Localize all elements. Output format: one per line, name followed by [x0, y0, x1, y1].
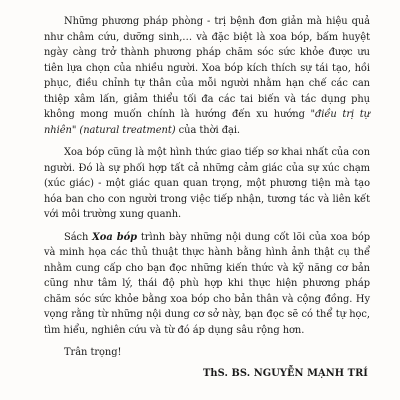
paragraph-3-text-a: Sách: [64, 231, 93, 243]
paragraph-1-text-a: Những phương pháp phòng - trị bệnh đơn giản mà hiệu quả như châm cứu, dưỡng sinh,… và đặc biệt là xoa bóp, bấm huyệt ngày càng trở thành phương pháp chăm sóc sức khỏe được ưu tiên lựa chọn của nhiều người. Xoa bóp kích thích sự tái tạo, hồi phục, điều chỉnh tự thân của mỗi người nhằm hạn chế các can thiệp xâm lấn, giảm thiểu tối đa các tai biến và tác dụng phụ không mong muốn chính là hướng đến xu hướng: [44, 16, 370, 120]
book-title: Xoa bóp: [92, 231, 138, 243]
author-signature: ThS. BS. NGUYỄN MẠNH TRÍ: [203, 367, 368, 379]
paragraph-1-text-b: của thời đại.: [175, 124, 241, 136]
paragraph-book-description: [44, 230, 370, 339]
paragraph-communication: Xoa bóp cũng là một hình thức giao tiếp sơ khai nhất của con người. Đó là sự phối hợp tất cả những cảm giác của sự xúc chạm (xúc giác) - một giác quan quan trọng, một phương tiện mà tạo hóa ban cho con người trong việc tiếp nhận, tương tác và liên kết với môi trường xung quanh.: [44, 147, 370, 220]
closing-greeting: Trân trọng!: [64, 347, 122, 358]
natural-treatment-quote: "điều trị tự nhiên" (natural treatment): [44, 109, 370, 136]
paragraph-alternative-therapies: [44, 14, 370, 138]
paragraph-3-text-b: trình bày những nội dung cốt lõi của xoa bóp và minh họa các thủ thuật thực hành bằng hình ảnh thật cụ thể nhằm cung cấp cho bạn đọc những kiến thức và kỹ năng cơ bản cũng như tâm lý, thái độ phù hợp khi thực hiện phương pháp chăm sóc sức khỏe bằng xoa bóp cho bản thân và cộng đồng. Hy vọng rằng từ những nội dung cơ sở này, bạn đọc sẽ có thể tự học, tìm hiểu, nghiên cứu và từ đó áp dụng sâu rộng hơn.: [44, 231, 371, 336]
